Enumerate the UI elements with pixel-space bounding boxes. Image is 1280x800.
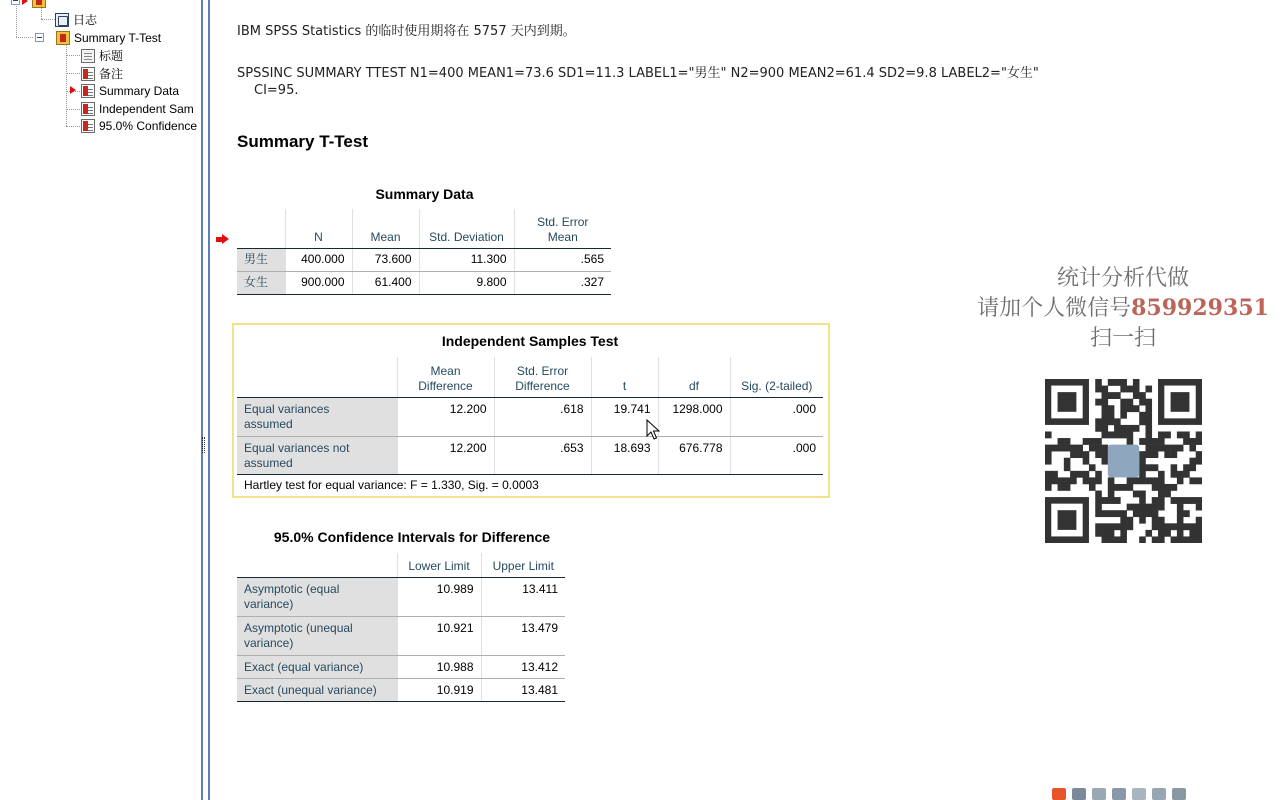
table-cell: .653 — [494, 436, 591, 474]
qr-code-icon — [1045, 379, 1202, 543]
tray-icon[interactable] — [1172, 788, 1186, 800]
table-cell: 9.800 — [419, 271, 514, 294]
tree-item-notes[interactable] — [81, 65, 123, 82]
column-header: Sig. (2-tailed) — [730, 357, 823, 397]
column-header: df — [658, 357, 730, 397]
selected-object-arrow-icon — [216, 234, 229, 245]
tree-item-label: 标题 — [99, 49, 124, 63]
tree-item-label: 95.0% Confidence — [99, 118, 198, 133]
row-header: Asymptotic (equal variance) — [237, 577, 397, 616]
table-icon — [81, 102, 95, 116]
table-cell: 61.400 — [352, 271, 419, 294]
tree-item-log[interactable] — [55, 11, 97, 28]
table-cell: 13.481 — [481, 678, 565, 701]
summary-data-title: Summary Data — [375, 186, 474, 202]
column-header: Std. Error Difference — [494, 357, 591, 397]
book-icon — [32, 0, 46, 8]
section-title: Summary T-Test — [237, 132, 369, 151]
table-cell: 12.200 — [397, 436, 494, 474]
table-icon — [81, 119, 95, 133]
watermark-line-1: 统计分析代做 — [1056, 266, 1189, 291]
syntax-line-1: SPSSINC SUMMARY TTEST N1=400 MEAN1=73.6 SD1=11.3 LABEL1="男生" N2=900 MEAN2=61.4 SD2=9.8 LABEL2="女生" — [237, 66, 1039, 81]
table-cell: 13.412 — [481, 655, 565, 678]
table-cell: 13.479 — [481, 616, 565, 655]
table-cell: 18.693 — [591, 436, 658, 474]
tray-app-icon[interactable] — [1052, 788, 1066, 800]
tree-item-confidence-intervals[interactable] — [81, 117, 197, 134]
table-cell: .000 — [730, 397, 823, 436]
collapse-toggle[interactable] — [11, 0, 20, 5]
table-row — [237, 248, 611, 271]
pane-splitter[interactable] — [201, 0, 210, 800]
confidence-intervals-title: 95.0% Confidence Intervals for Difference — [273, 529, 551, 545]
watermark-line-3: 扫一扫 — [1089, 326, 1156, 351]
tree-item-label: 日志 — [73, 13, 98, 27]
tray-icon[interactable] — [1152, 788, 1166, 800]
table-cell: 676.778 — [658, 436, 730, 474]
table-row — [237, 271, 611, 294]
row-header: Exact (equal variance) — [237, 655, 397, 678]
independent-test-title: Independent Samples Test — [441, 333, 619, 349]
table-cell: 900.000 — [285, 271, 352, 294]
table-cell: 12.200 — [397, 397, 494, 436]
row-header: 女生 — [237, 271, 285, 294]
column-header: Mean Difference — [397, 357, 494, 397]
summary-data-table[interactable] — [237, 209, 611, 295]
table-icon — [81, 84, 95, 98]
table-cell: .565 — [514, 248, 611, 271]
table-cell: 10.988 — [397, 655, 481, 678]
table-cell: 400.000 — [285, 248, 352, 271]
tray-icon[interactable] — [1132, 788, 1146, 800]
row-header: Asymptotic (unequal variance) — [237, 616, 397, 655]
license-notice: IBM SPSS Statistics 的临时使用期将在 5757 天内到期。 — [237, 24, 576, 39]
mouse-cursor-icon — [646, 419, 660, 441]
column-header: Std. Deviation — [419, 209, 514, 248]
table-row — [237, 397, 823, 436]
outline-tree[interactable] — [0, 0, 201, 800]
tree-item-title[interactable] — [81, 47, 123, 64]
column-header: Std. Error Mean — [514, 209, 611, 248]
tree-item-summary-ttest[interactable] — [56, 29, 161, 46]
table-row — [237, 616, 565, 655]
table-cell: 19.741 — [591, 397, 658, 436]
table-cell: 1298.000 — [658, 397, 730, 436]
confidence-intervals-table[interactable] — [237, 553, 565, 702]
system-tray — [1052, 786, 1280, 800]
watermark-prefix: 请加个人微信号 — [977, 296, 1132, 321]
column-header: N — [285, 209, 352, 248]
table-cell: 73.600 — [352, 248, 419, 271]
table-cell: 10.921 — [397, 616, 481, 655]
table-cell: 10.919 — [397, 678, 481, 701]
table-cell: 13.411 — [481, 577, 565, 616]
collapse-toggle[interactable] — [35, 33, 44, 42]
current-item-arrow-icon — [22, 0, 28, 5]
tree-item-independent-samples[interactable] — [81, 100, 194, 117]
tree-item-label: Independent Sam — [99, 101, 194, 116]
table-row — [237, 678, 565, 701]
tree-item-label: Summary Data — [99, 83, 180, 98]
tray-icon[interactable] — [1112, 788, 1126, 800]
tree-item-summary-data[interactable] — [81, 82, 179, 99]
table-cell: .000 — [730, 436, 823, 474]
wechat-number: 859929351 — [1131, 295, 1269, 321]
table-row — [237, 655, 565, 678]
independent-samples-table[interactable] — [237, 357, 823, 492]
column-header: Mean — [352, 209, 419, 248]
table-icon — [81, 67, 95, 81]
column-header: Upper Limit — [481, 553, 565, 577]
log-icon — [55, 13, 69, 27]
row-header: Equal variances assumed — [237, 397, 397, 436]
tree-item-label: 备注 — [99, 67, 124, 81]
book-icon — [56, 31, 70, 45]
row-header: Equal variances not assumed — [237, 436, 397, 474]
row-header: 男生 — [237, 248, 285, 271]
document-icon — [81, 49, 95, 63]
splitter-grip-icon[interactable] — [202, 437, 205, 453]
row-header: Exact (unequal variance) — [237, 678, 397, 701]
table-footnote: Hartley test for equal variance: F = 1.330, Sig. = 0.0003 — [244, 477, 539, 492]
column-header: Lower Limit — [397, 553, 481, 577]
syntax-line-2: CI=95. — [254, 83, 299, 98]
watermark-line-2 — [973, 291, 1273, 322]
table-cell: .327 — [514, 271, 611, 294]
table-cell: .618 — [494, 397, 591, 436]
tray-input-icon[interactable] — [1072, 788, 1086, 800]
table-row — [237, 577, 565, 616]
tree-item-label: Summary T-Test — [74, 30, 162, 45]
table-cell: 11.300 — [419, 248, 514, 271]
table-row — [237, 436, 823, 474]
table-cell: 10.989 — [397, 577, 481, 616]
tray-icon[interactable] — [1092, 788, 1106, 800]
current-item-arrow-icon — [70, 86, 76, 94]
column-header: t — [591, 357, 658, 397]
